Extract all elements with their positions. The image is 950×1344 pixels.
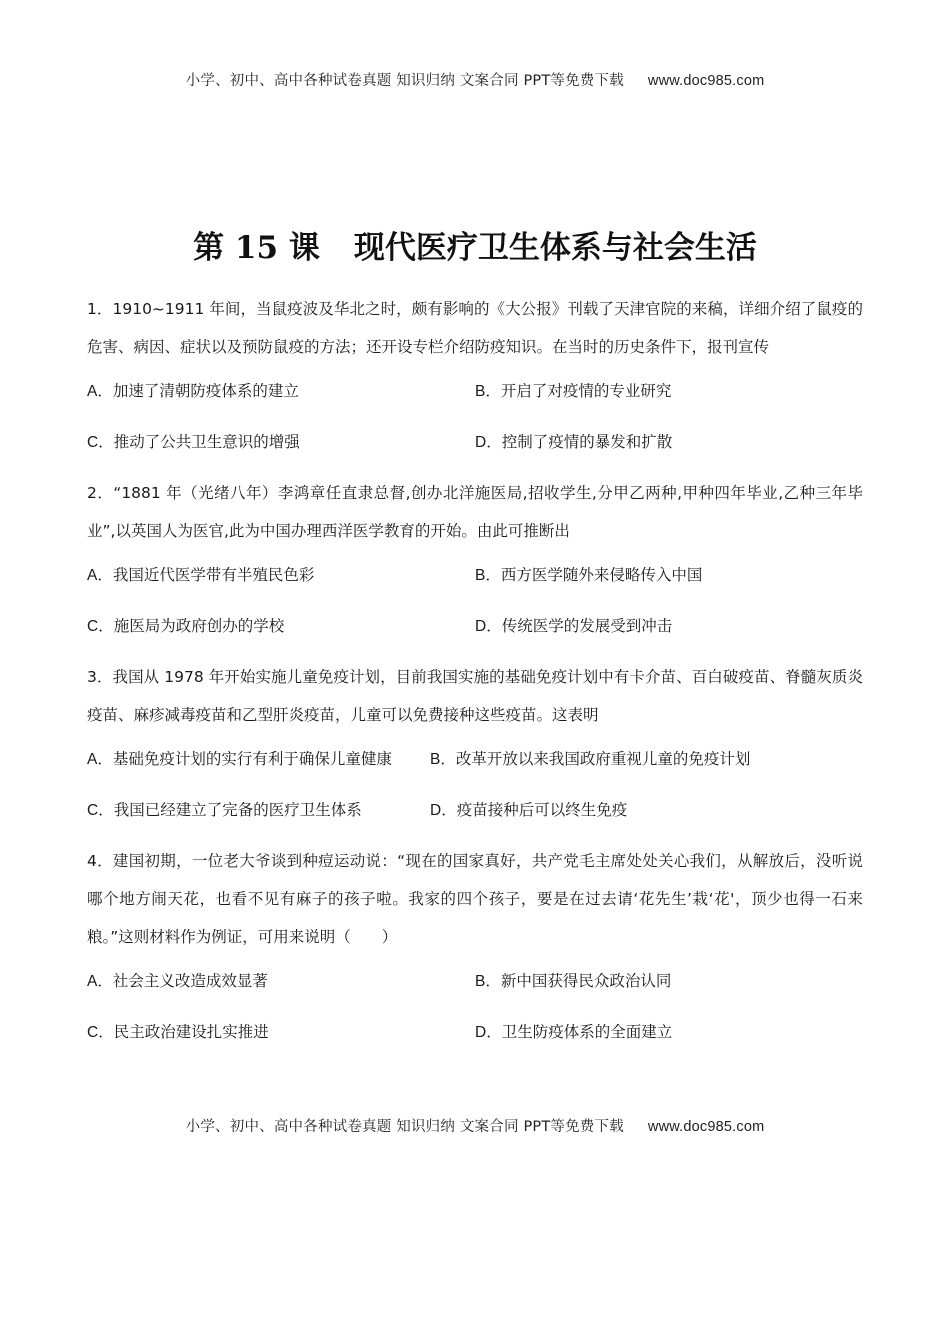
question-3: [87, 658, 863, 842]
page-footer: [0, 1115, 950, 1136]
question-stem: 1．1910~1911 年间，当鼠疫波及华北之时，颇有影响的《大公报》刊载了天津官院的来稿，详细介绍了鼠疫的危害、病因、症状以及预防鼠疫的方法；还开设专栏介绍防疫知识。在当时的历史条件下，报刊宣传: [87, 300, 863, 356]
option-c[interactable]: C．推动了公共卫生意识的增强: [87, 433, 300, 451]
question-4: [87, 842, 863, 1064]
footer-text: 小学、初中、高中各种试卷真题 知识归纳 文案合同 PPT等免费下载: [185, 1119, 624, 1135]
question-stem: 3．我国从 1978 年开始实施儿童免疫计划，目前我国实施的基础免疫计划中有卡介苗、百白破疫苗、脊髓灰质炎疫苗、麻疹减毒疫苗和乙型肝炎疫苗，儿童可以免费接种这些疫苗。这表明: [87, 668, 863, 724]
option-group: [87, 740, 863, 842]
option-group: [87, 372, 863, 474]
header-text: 小学、初中、高中各种试卷真题 知识归纳 文案合同 PPT等免费下载: [185, 73, 624, 89]
question-2: [87, 474, 863, 658]
option-d[interactable]: D．控制了疫情的暴发和扩散: [475, 433, 673, 451]
option-d[interactable]: D．卫生防疫体系的全面建立: [475, 1023, 673, 1041]
option-a[interactable]: A．加速了清朝防疫体系的建立: [87, 382, 299, 400]
lesson-name: 现代医疗卫生体系与社会生活: [353, 230, 757, 266]
option-a[interactable]: A．基础免疫计划的实行有利于确保儿童健康: [87, 750, 392, 768]
option-d[interactable]: D．疫苗接种后可以终生免疫: [430, 801, 628, 819]
option-b[interactable]: B．开启了对疫情的专业研究: [475, 382, 672, 400]
option-c[interactable]: C．民主政治建设扎实推进: [87, 1023, 269, 1041]
question-stem: 2．“1881 年（光绪八年）李鸿章任直隶总督,创办北洋施医局,招收学生,分甲乙两种,甲种四年毕业,乙种三年毕业”,以英国人为医官,此为中国办理西洋医学教育的开始。由此可推断出: [87, 484, 863, 540]
footer-url[interactable]: www.doc985.com: [647, 1119, 765, 1135]
option-b[interactable]: B．西方医学随外来侵略传入中国: [475, 566, 703, 584]
page-title: [0, 222, 950, 267]
option-b[interactable]: B．新中国获得民众政治认同: [475, 972, 672, 990]
option-c[interactable]: C．施医局为政府创办的学校: [87, 617, 285, 635]
page-header: [0, 69, 950, 90]
option-a[interactable]: A．我国近代医学带有半殖民色彩: [87, 566, 315, 584]
option-group: [87, 962, 863, 1064]
option-a[interactable]: A．社会主义改造成效显著: [87, 972, 268, 990]
option-group: [87, 556, 863, 658]
option-c[interactable]: C．我国已经建立了完备的医疗卫生体系: [87, 801, 362, 819]
header-url[interactable]: www.doc985.com: [647, 73, 765, 89]
question-1: [87, 290, 863, 474]
question-list: [87, 290, 863, 1064]
option-d[interactable]: D．传统医学的发展受到冲击: [475, 617, 673, 635]
lesson-number: 第 15 课: [193, 230, 320, 266]
question-stem: 4．建国初期，一位老大爷谈到种痘运动说：“现在的国家真好，共产党毛主席处处关心我们，从解放后，没听说哪个地方闹天花，也看不见有麻子的孩子啦。我家的四个孩子，要是在过去请‘花先生’栽‘花'，顶少也得一石来粮。”这则材料作为例证，可用来说明（ ）: [87, 852, 863, 946]
option-b[interactable]: B．改革开放以来我国政府重视儿童的免疫计划: [430, 750, 751, 768]
